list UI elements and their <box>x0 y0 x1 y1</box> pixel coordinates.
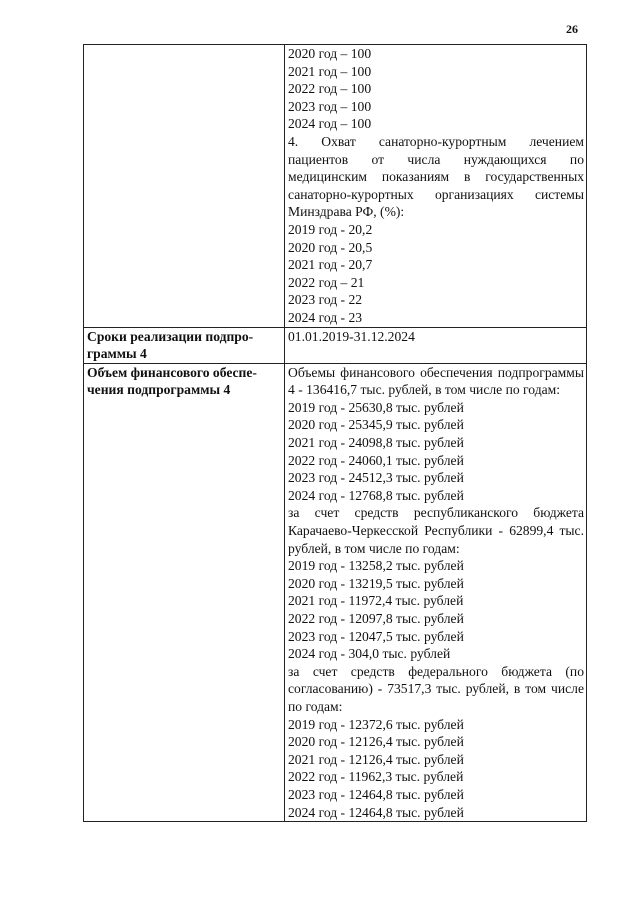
row-label-line: чения подпрограммы 4 <box>87 382 231 398</box>
value-line: 2020 год - 12126,4 тыс. рублей <box>288 734 464 750</box>
table-row <box>84 363 587 821</box>
table-body <box>84 45 587 822</box>
value-line: 2023 год - 24512,3 тыс. рублей <box>288 470 464 486</box>
value-paragraph: за счет средств федерального бюджета (по согласованию) - 73517,3 тыс. рублей, в том числе по годам: <box>288 663 584 714</box>
row-label-cell <box>84 363 285 821</box>
value-line: 2023 год - 12047,5 тыс. рублей <box>288 628 464 644</box>
value-line: 2022 год – 100 <box>288 81 372 97</box>
value-paragraph: 4. Охват санаторно-курортным лечением пациентов от числа нуждающихся по медицинским показаниям в государственных санаторно-курортных организациях системы Минздрава РФ, (%): <box>288 133 584 220</box>
value-line: 2020 год - 20,5 <box>288 239 373 255</box>
row-label-line: граммы 4 <box>87 346 147 362</box>
value-line: 2023 год - 22 <box>288 292 363 308</box>
row-value-cell <box>285 45 587 328</box>
table-row <box>84 327 587 363</box>
value-line: 2024 год - 23 <box>288 309 363 325</box>
row-label-cell <box>84 45 285 328</box>
value-line: 2019 год - 13258,2 тыс. рублей <box>288 558 464 574</box>
value-line: 2020 год - 13219,5 тыс. рублей <box>288 575 464 591</box>
value-paragraph: за счет средств республиканского бюджета Карачаево-Черкесской Республики - 62899,4 тыс. рублей, в том числе по годам: <box>288 505 584 556</box>
row-label-cell <box>84 327 285 363</box>
row-value-cell <box>285 363 587 821</box>
value-line: 2024 год - 304,0 тыс. рублей <box>288 646 451 662</box>
value-line: 2021 год - 20,7 <box>288 257 373 273</box>
row-label-line: Сроки реализации подпро- <box>87 328 254 344</box>
value-line: 2021 год - 11972,4 тыс. рублей <box>288 593 464 609</box>
value-line: 2023 год – 100 <box>288 98 372 114</box>
row-label-line: Объем финансового обеспе- <box>87 364 257 380</box>
value-line: 2024 год – 100 <box>288 116 372 132</box>
value-line: 2022 год - 11962,3 тыс. рублей <box>288 769 464 785</box>
row-value-cell <box>285 327 587 363</box>
subprogram-passport-table <box>83 44 587 822</box>
value-line: 2020 год - 25345,9 тыс. рублей <box>288 417 464 433</box>
value-line: 2019 год - 12372,6 тыс. рублей <box>288 716 464 732</box>
value-line: 2021 год – 100 <box>288 63 372 79</box>
value-line: 2021 год - 12126,4 тыс. рублей <box>288 751 464 767</box>
page-number: 26 <box>566 22 578 36</box>
value-paragraph: Объемы финансового обеспечения подпрограммы 4 - 136416,7 тыс. рублей, в том числе по годам: <box>288 364 584 398</box>
value-line: 2022 год – 21 <box>288 274 365 290</box>
value-line: 2020 год – 100 <box>288 46 372 61</box>
value-line: 2019 год - 25630,8 тыс. рублей <box>288 399 464 415</box>
value-line: 2024 год - 12768,8 тыс. рублей <box>288 487 464 503</box>
value-line: 2021 год - 24098,8 тыс. рублей <box>288 435 464 451</box>
value-line: 01.01.2019-31.12.2024 <box>288 328 415 344</box>
table-row <box>84 45 587 328</box>
value-line: 2022 год - 12097,8 тыс. рублей <box>288 611 464 626</box>
value-line: 2019 год - 20,2 <box>288 221 373 237</box>
value-line: 2024 год - 12464,8 тыс. рублей <box>288 804 464 820</box>
value-line: 2023 год - 12464,8 тыс. рублей <box>288 786 464 802</box>
value-line: 2022 год - 24060,1 тыс. рублей <box>288 452 464 468</box>
